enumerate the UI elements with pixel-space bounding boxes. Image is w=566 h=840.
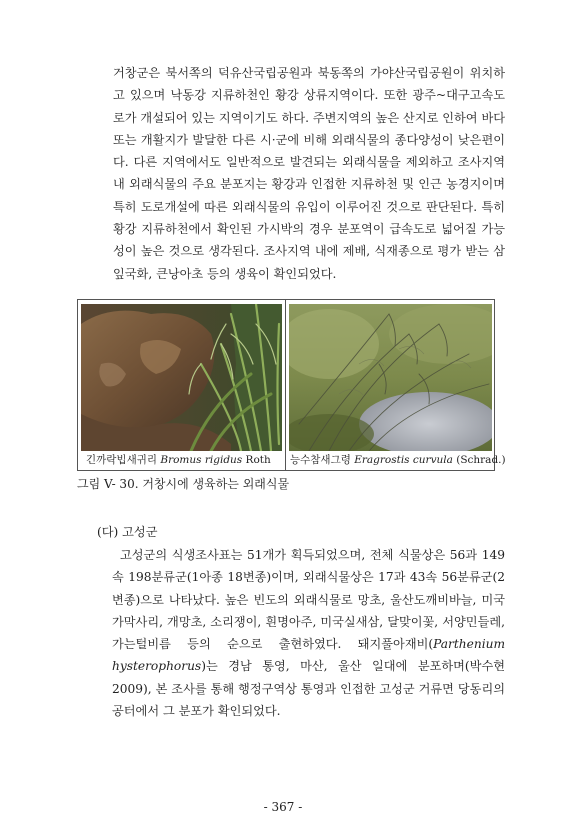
body-paragraph-2: [112, 544, 505, 722]
caption-korean-name: 긴까락빕새귀리: [86, 454, 158, 466]
paragraph-text-part2: )는 경남 통영, 마산, 울산 일대에 분포하며(박수현 2009), 본 조사를 통해 행정구역상 통영과 인접한 고성군 거류면 당동리의 공터에서 그 분포가 확인되었다.: [112, 659, 505, 719]
caption-author: Roth: [245, 454, 271, 466]
figure-divider: [285, 300, 286, 470]
figure-table: [77, 299, 506, 471]
grass-near-stone-image: [289, 304, 492, 451]
paragraph-text: 거창군은 북서쪽의 덕유산국립공원과 북동쪽의 가야산국립공원이 위치하고 있으며 낙동강 지류하천인 황강 상류지역이다. 또한 광주~대구고속도로가 개설되어 있는 지역이기도 하다. 주변지역의 높은 산지로 인하여 바다 또는 개활지가 발달한 다른 시·군에 비해 외래식물의 종다양성이 낮은편이다. 다른 지역에서도 일반적으로 발견되는 외래식물을 제외하고 조사지역 내 외래식물의 주요 분포지는 황강과 인접한 지류하천 및 인근 농경지이며 특히 도로개설에 따른 외래식물의 유입이 이루어진 것으로 판단된다. 특히 황강 지류하천에서 확인된 가시박의 경우 분포역이 급속도로 넓어질 가능성이 높은 것으로 생각된다. 조사지역 내에 제배, 식재종으로 평가 받는 삼잎국화, 큰낭아초 등의 생육이 확인되었다.: [113, 66, 505, 281]
paragraph-text-part1: 고성군의 식생조사표는 51개가 획득되었으며, 전체 식물상은 56과 149속 198분류군(1아종 18변종)이며, 외래식물상은 17과 43속 56분류군(2변종)으로 나타났다. 높은 빈도의 외래식물로 망초, 울산도깨비바늘, 미국가막사리, 개망초, 소리쟁이, 흰명아주, 미국실새삼, 달맞이꽃, 서양민들레, 가는털비름 등의 순으로 출현하였다. 돼지풀아재비(: [112, 548, 505, 652]
grass-on-rock-image: [81, 304, 282, 451]
page-number: - 367 -: [263, 800, 303, 814]
caption-author: (Schrad.): [456, 454, 506, 466]
figure-caption-left: [86, 453, 271, 467]
caption-korean-name: 능수참새그령: [290, 454, 351, 466]
paragraph-text: [112, 544, 505, 722]
photo-grass-near-stone: [289, 304, 492, 451]
figure-title: 그림 V- 30. 거창시에 생육하는 외래식물: [77, 477, 290, 491]
scientific-name: Parthenium hysterophorus: [112, 637, 505, 674]
caption-scientific-name: Bromus rigidus: [160, 454, 243, 466]
section-heading: (다) 고성군: [97, 525, 158, 539]
figure-caption-right: [290, 453, 506, 467]
caption-scientific-name: Eragrostis curvula: [354, 454, 453, 466]
body-paragraph-1: [113, 62, 505, 285]
photo-grass-on-rock: [81, 304, 282, 451]
